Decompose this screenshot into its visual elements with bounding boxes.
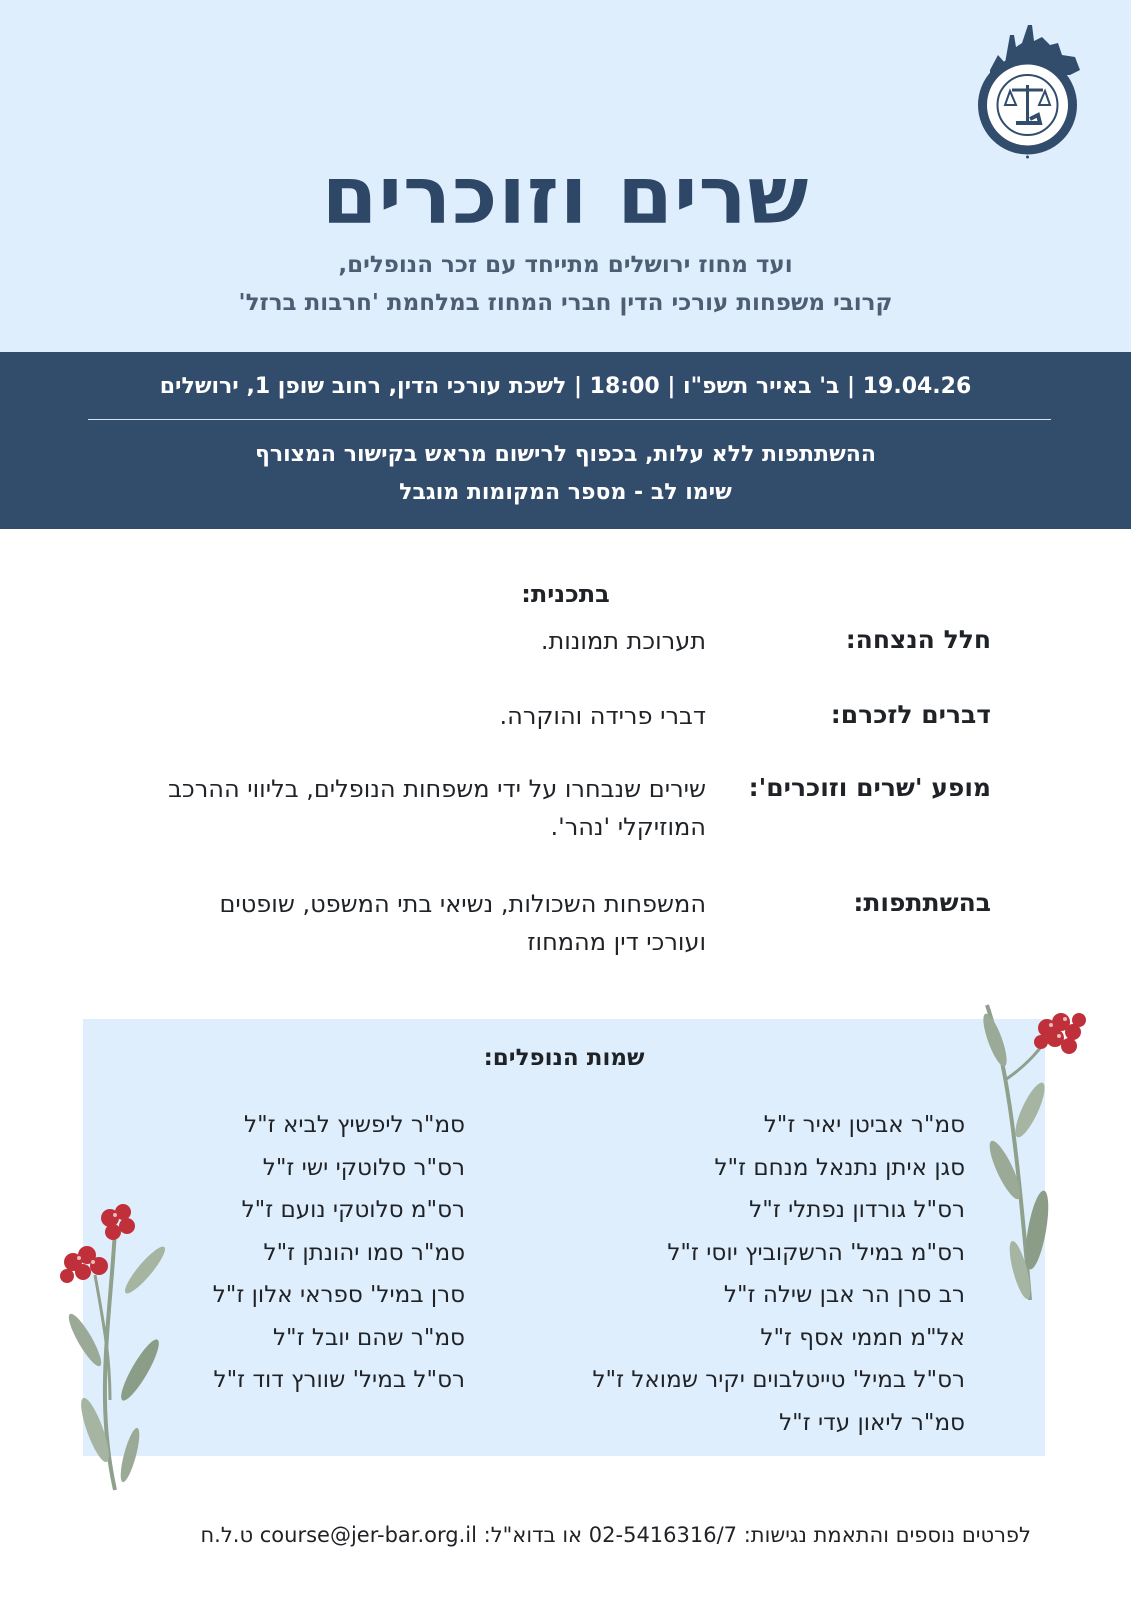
program-item-desc: דברי פרידה והוקרה. <box>499 702 706 730</box>
fallen-name: רס"מ במיל' הרשקוביץ יוסי ז"ל <box>667 1239 965 1266</box>
fallen-name: רס"ל במיל' שוורץ דוד ז"ל <box>213 1367 465 1393</box>
fallen-name: רס"מ סלוטקי נועם ז"ל <box>241 1197 465 1223</box>
fallen-name: אל"מ חממי אסף ז"ל <box>760 1324 965 1351</box>
program-item-desc: תערוכת תמונות. <box>540 627 706 655</box>
hero-section <box>0 0 1131 352</box>
program-item-label: דברים לזכרם: <box>830 700 991 729</box>
fallen-name: סמ"ר סמו יהונתן ז"ל <box>263 1239 465 1266</box>
limited-seats-note: שימו לב - מספר המקומות מוגבל <box>399 480 732 505</box>
subtitle-line-2: קרובי משפחות עורכי הדין חברי המחוז במלחמת 'חרבות ברזל' <box>238 290 893 316</box>
fallen-name: סרן במיל' ספראי אלון ז"ל <box>212 1282 465 1308</box>
program-item-label: חלל הנצחה: <box>845 625 991 654</box>
fallen-name: רב סרן הר אבן שילה ז"ל <box>723 1282 965 1308</box>
fallen-name: סמ"ר שהם יובל ז"ל <box>272 1324 465 1351</box>
event-date-time-location: 19.04.26 | ב' באייר תשפ"ו | 18:00 | לשכת עורכי הדין, רחוב שופן 1, ירושלים <box>159 374 972 399</box>
fallen-name: סמ"ר אביטן יאיר ז"ל <box>763 1112 965 1138</box>
red-flower-right-icon <box>975 1000 1095 1320</box>
program-item-desc: המשפחות השכולות, נשיאי בתי המשפט, שופטים ועורכי דין מהמחוז <box>219 890 706 957</box>
bar-association-logo-icon <box>950 15 1105 170</box>
red-flower-left-icon <box>55 1200 195 1500</box>
program-heading: בתכנית: <box>521 580 610 608</box>
event-details-band <box>0 352 1131 529</box>
band-divider <box>88 419 1051 420</box>
fallen-names-heading: שמות הנופלים: <box>483 1045 645 1071</box>
footer-contact: לפרטים נוספים והתאמת נגישות: 02-5416316/7 או בדוא"ל: course@jer-bar.org.il ט.ל.ח <box>200 1523 1031 1547</box>
fallen-name: רס"ר סלוטקי ישי ז"ל <box>262 1154 465 1181</box>
fallen-name: רס"ל במיל' טייטלבוים יקיר שמואל ז"ל <box>592 1367 965 1393</box>
subtitle-line-1: ועד מחוז ירושלים מתייחד עם זכר הנופלים, <box>338 252 793 278</box>
fallen-name: סמ"ר ליאון עדי ז"ל <box>779 1409 965 1436</box>
program-item-label: מופע 'שרים וזוכרים': <box>748 773 991 802</box>
fallen-name: סמ"ר ליפשיץ לביא ז"ל <box>244 1112 465 1138</box>
fallen-name: רס"ל גורדון נפתלי ז"ל <box>749 1197 965 1223</box>
registration-note: ההשתתפות ללא עלות, בכפוף לרישום מראש בקישור המצורף <box>255 442 876 467</box>
program-item-desc: שירים שנבחרו על ידי משפחות הנופלים, בליווי ההרכב המוזיקלי 'נהר'. <box>168 775 706 842</box>
fallen-name: סגן איתן נתנאל מנחם ז"ל <box>714 1154 965 1181</box>
fallen-names-right-column <box>545 1107 965 1447</box>
page-title: שרים וזוכרים <box>321 149 810 242</box>
program-item-label: בהשתתפות: <box>853 888 991 917</box>
fallen-names-box <box>83 1019 1045 1456</box>
